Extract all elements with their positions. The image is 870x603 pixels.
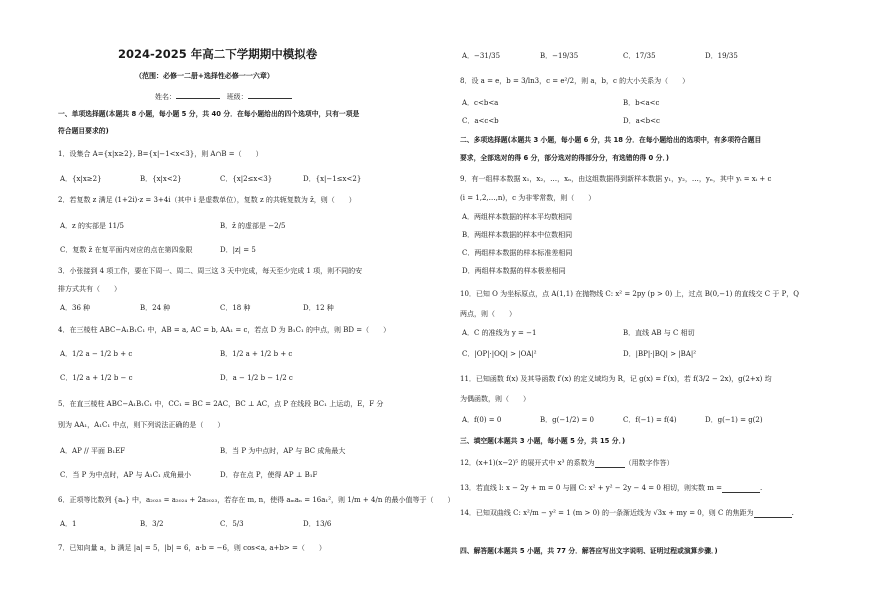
q10-stem: 10．已知 O 为坐标原点，点 A(1,1) 在抛物线 C: x² = 2py (p > 0) 上，过点 B(0,−1) 的直线交 C 于 P，Q [460,290,800,298]
q5-opt-c: C．当 P 为中点时，AP 与 A₁C₁ 成角最小 [60,471,191,479]
q1-stem: 1．设集合 A={x|x≥2}, B={x|−1<x<3}，则 A∩B =（ ） [58,150,263,158]
q1-opt-b: B．{x|x<2} [140,175,182,183]
q11-opt-b: B．g(−1/2) = 0 [540,416,594,424]
q3-stem-cont: 排方式共有（ ） [58,285,121,293]
q8-opt-a: A．c<b<a [462,99,499,107]
q7-opt-a: A．−31/35 [462,52,501,60]
q6-opt-a: A．1 [60,520,77,528]
q11-opt-d: D．g(−1) = g(2) [705,416,763,424]
name-label: 姓名： [155,93,176,101]
q9-stem: 9．有一组样本数据 x₁，x₂，…，xₙ，由这组数据得到新样本数据 y₁，y₂，…，yₙ，其中 yᵢ = xᵢ + c [460,175,772,183]
section3-heading: 三、填空题(本题共 3 小题，每小题 5 分，共 15 分．) [460,437,626,445]
name-blank[interactable] [176,91,220,99]
q6-opt-b: B．3/2 [140,520,164,528]
section1-heading-cont: 符合题目要求的) [58,127,109,135]
q14-answer-blank[interactable] [754,510,792,518]
q11-stem: 11．已知函数 f(x) 及其导函数 f′(x) 的定义域均为 R，记 g(x) = f′(x)，若 f(3/2 − 2x)，g(2+x) 均 [460,375,772,383]
q7-opt-b: B．−19/35 [540,52,579,60]
q11-stem-cont: 为偶函数，则（ ） [460,395,530,403]
q5-stem-cont: 别为 AA₁，A₁C₁ 中点，则下列说法正确的是（ ） [58,421,225,429]
q2-opt-d: D．|z| = 5 [220,246,256,254]
q11-opt-c: C．f(−1) = f(4) [623,416,677,424]
q1-opt-a: A．{x|x≥2} [60,175,102,183]
q10-opt-b: B．直线 AB 与 C 相切 [623,329,695,337]
q12-answer-blank[interactable] [595,460,625,468]
q8-opt-d: D．a<b<c [623,117,660,125]
q2-stem: 2．若复数 z 满足 (1+2i)·z = 3+4i（其中 i 是虚数单位），复数 z 的共轭复数为 z̄，则（ ） [58,196,356,204]
q10-opt-d: D．|BP|·|BQ| > |BA|² [623,350,697,358]
section4-heading: 四、解答题(本题共 5 小题，共 77 分．解答应写出文字说明、证明过程或演算步骤．) [460,547,718,555]
section1-heading: 一、单项选择题(本题共 8 小题，每小题 5 分，共 40 分．在每小题给出的四个选项中，只有一项是 [58,110,360,118]
q9-opt-a: A．两组样本数据的样本平均数相同 [462,213,573,221]
q8-opt-b: B．b<a<c [623,99,660,107]
q2-opt-a: A．z 的实部是 11/5 [60,222,124,230]
q2-opt-b: B．z̄ 的虚部是 −2/5 [220,222,286,230]
q8-opt-c: C．a<c<b [462,117,499,125]
q6-stem: 6．正项等比数列 {aₙ} 中，a₂₀₂₅ = a₂₀₂₄ + 2a₂₀₂₃，若存在 m, n，使得 aₘaₙ = 16a₁²，则 1/m + 4/n 的最小值等于（ ） [58,496,455,504]
q9-stem-cont: (i = 1,2,…,n)，c 为非零常数，则（ ） [460,194,596,202]
q11-opt-a: A．f(0) = 0 [462,416,502,424]
exam-title: 2024-2025 年高二下学期期中模拟卷 [118,47,318,61]
q9-opt-d: D．两组样本数据的样本极差相同 [462,267,566,275]
q3-stem: 3．小张接到 4 项工作，要在下周一、周二、周三这 3 天中完成，每天至少完成 1 项，则不同的安 [58,267,363,275]
class-label: 班级： [226,93,248,101]
q10-opt-c: C．|OP|·|OQ| > |OA|² [462,350,537,358]
q4-opt-d: D．a − 1/2 b − 1/2 c [220,374,293,382]
q5-opt-d: D．存在点 P，使得 AP ⊥ B₁F [220,471,318,479]
section2-heading-cont: 要求，全部选对的得 6 分，部分选对的得部分分，有选错的得 0 分．) [460,154,669,162]
name-class-line [155,91,292,102]
q12-stem [460,459,674,468]
exam-scope: （范围：必修一二册+选择性必修一一六章） [135,72,274,80]
q13-stem: 13．若直线 l: x − 2y + m = 0 与圆 C: x² + y² − 2y − 4 = 0 相切，则实数 m = . [460,484,763,492]
q6-opt-c: C．5/3 [220,520,244,528]
class-blank[interactable] [248,91,292,99]
q3-opt-a: A．36 种 [60,304,91,312]
q2-opt-c: C．复数 z̄ 在复平面内对应的点在第四象限 [60,246,193,254]
q3-opt-d: D．12 种 [303,304,334,312]
q14-text: 14．已知双曲线 C: x²/m − y² = 1 (m > 0) 的一条渐近线为 √3x + my = 0，则 C 的焦距为 [460,509,754,517]
q7-opt-c: C．17/35 [623,52,656,60]
q14-stem: 14．已知双曲线 C: x²/m − y² = 1 (m > 0) 的一条渐近线为 √3x + my = 0，则 C 的焦距为 . [460,509,794,517]
q7-opt-d: D．19/35 [705,52,738,60]
q9-opt-b: B．两组样本数据的样本中位数相同 [462,231,573,239]
q3-opt-b: B．24 种 [140,304,171,312]
q4-opt-a: A．1/2 a − 1/2 b + c [60,350,133,358]
q8-stem: 8．设 a = e，b = 3/ln3，c = e²/2，则 a，b，c 的大小关系为（ ） [460,77,690,85]
q10-opt-a: A．C 的准线为 y = −1 [462,329,537,337]
section2-heading: 二、多项选择题(本题共 3 小题，每小题 6 分，共 18 分．在每小题给出的选项中，有多项符合题目 [460,136,762,144]
q12-text: 12．(x+1)(x−2)⁵ 的展开式中 x³ 的系数为 [460,459,595,467]
q4-stem: 4．在三棱柱 ABC−A₁B₁C₁ 中，AB = a, AC = b, AA₁ = c，若点 D 为 B₁C₁ 的中点，则 BD =（ ） [58,326,391,334]
q4-opt-b: B．1/2 a + 1/2 b + c [220,350,293,358]
q5-opt-a: A．AP // 平面 B₁EF [60,447,126,455]
q5-opt-b: B．当 P 为中点时，AP 与 BC 成角最大 [220,447,346,455]
q1-opt-c: C．{x|2≤x<3} [220,175,273,183]
q10-stem-cont: 两点，则（ ） [460,310,516,318]
q13-answer-blank[interactable] [722,485,760,493]
q5-stem: 5．在直三棱柱 ABC−A₁B₁C₁ 中，CC₁ = BC = 2AC，BC ⊥ AC，点 P 在线段 BC₁ 上运动，E，F 分 [58,400,384,408]
q9-opt-c: C．两组样本数据的样本标准差相同 [462,249,573,257]
q12-note: （用数字作答） [624,459,674,467]
q1-opt-d: D．{x|−1≤x<2} [303,175,362,183]
q6-opt-d: D．13/6 [303,520,332,528]
q13-text: 13．若直线 l: x − 2y + m = 0 与圆 C: x² + y² − 2y − 4 = 0 相切，则实数 m = [460,484,723,492]
q4-opt-c: C．1/2 a + 1/2 b − c [60,374,133,382]
q3-opt-c: C．18 种 [220,304,251,312]
q7-stem: 7．已知向量 a，b 满足 |a| = 5，|b| = 6，a·b = −6，则 cos<a, a+b> =（ ） [58,544,326,552]
